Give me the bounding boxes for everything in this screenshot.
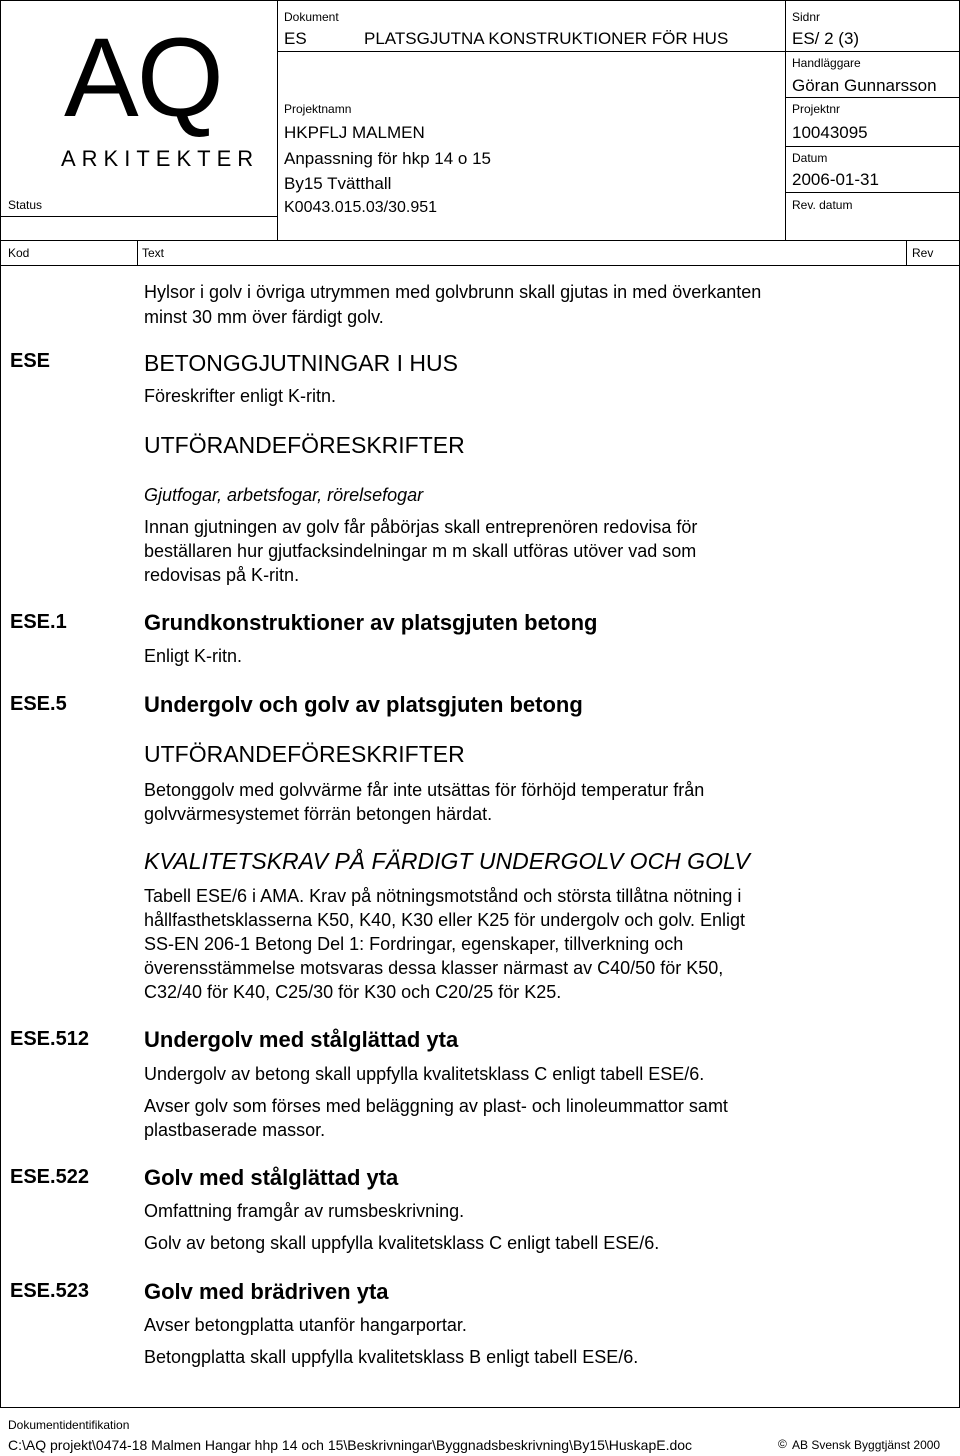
- header-line-status: [0, 216, 277, 217]
- page-bottom-border: [0, 1407, 960, 1408]
- dokument-title: PLATSGJUTNA KONSTRUKTIONER FÖR HUS: [364, 29, 729, 48]
- header-line-dokument: [277, 51, 785, 52]
- column-text: Text: [142, 246, 165, 260]
- dokument-code: ES: [284, 29, 307, 48]
- sidnr-label: Sidnr: [792, 10, 821, 24]
- kvalitetskrav-heading: KVALITETSKRAV PÅ FÄRDIGT UNDERGOLV OCH GOLV: [144, 848, 750, 874]
- ese-523-line-1: Avser betongplatta utanför hangarportar.: [144, 1315, 467, 1335]
- logo-aq: AQ: [64, 15, 222, 140]
- column-kod: Kod: [8, 246, 30, 260]
- section-text-ese-1: Enligt K-ritn.: [144, 646, 243, 666]
- ese-522-line-1: Omfattning framgår av rumsbeskrivning.: [144, 1201, 465, 1221]
- section-title-ese-512: Undergolv med stålglättad yta: [144, 1027, 459, 1052]
- section-code-ese-1: ESE.1: [10, 611, 67, 633]
- header-divider-left: [277, 0, 278, 240]
- kvalitetskrav-line-3: SS-EN 206-1 Betong Del 1: Fordringar, egenskaper, tillverkning och: [144, 934, 684, 954]
- column-rev: Rev: [912, 246, 934, 260]
- header-line-projektnr: [785, 146, 960, 147]
- section-ref-ese: Föreskrifter enligt K-ritn.: [144, 386, 337, 406]
- intro-line-1: Hylsor i golv i övriga utrymmen med golvbrunn skall gjutas in med överkanten: [144, 282, 762, 302]
- header-line-datum: [785, 192, 960, 193]
- kvalitetskrav-line-5: C32/40 för K40, C25/30 för K30 och C20/25 för K25.: [144, 982, 562, 1002]
- section-title-ese-1: Grundkonstruktioner av platsgjuten betong: [144, 610, 598, 635]
- page-left-border: [0, 0, 1, 1408]
- gjutfogar-title: Gjutfogar, arbetsfogar, rörelsefogar: [144, 485, 424, 505]
- revdatum-label: Rev. datum: [792, 198, 853, 212]
- sidnr-value: ES/ 2 (3): [792, 29, 860, 48]
- header-divider-right: [785, 0, 786, 240]
- gjutfogar-line-2: beställaren hur gjutfacksindelningar m m skall utföras utöver vad som: [144, 541, 697, 561]
- column-divider-rev: [906, 240, 907, 265]
- projektnamn-line-4: K0043.015.03/30.951: [284, 199, 438, 216]
- ese-523-line-2: Betongplatta skall uppfylla kvalitetsklass B enligt tabell ESE/6.: [144, 1347, 639, 1367]
- footer-copyright: AB Svensk Byggtjänst 2000: [792, 1438, 941, 1452]
- handlaggare-label: Handläggare: [792, 56, 861, 70]
- footer-copyright-symbol: ©: [778, 1437, 787, 1451]
- column-divider-kod: [137, 240, 138, 265]
- gjutfogar-line-1: Innan gjutningen av golv får påbörjas skall entreprenören redovisa för: [144, 517, 698, 537]
- projektnamn-line-3: By15 Tvätthall: [284, 174, 392, 193]
- dokument-label: Dokument: [284, 10, 339, 24]
- projektnamn-line-2: Anpassning för hkp 14 o 15: [284, 149, 491, 168]
- betonggolv-line-1: Betonggolv med golvvärme får inte utsättas för förhöjd temperatur från: [144, 780, 705, 800]
- section-title-ese-522: Golv med stålglättad yta: [144, 1165, 399, 1190]
- kvalitetskrav-line-4: överensstämmelse motsvaras dessa klasser närmast av C40/50 för K50,: [144, 958, 724, 978]
- logo-arkitekter: ARKITEKTER: [61, 146, 260, 171]
- intro-line-2: minst 30 mm över färdigt golv.: [144, 307, 384, 327]
- section-code-ese-522: ESE.522: [10, 1166, 89, 1188]
- status-label: Status: [8, 198, 43, 212]
- projektnr-label: Projektnr: [792, 102, 841, 116]
- ese-522-line-2: Golv av betong skall uppfylla kvalitetsklass C enligt tabell ESE/6.: [144, 1233, 660, 1253]
- section-title-ese: BETONGGJUTNINGAR I HUS: [144, 350, 458, 376]
- ese-512-line-3: plastbaserade massor.: [144, 1120, 326, 1140]
- section-code-ese-5: ESE.5: [10, 693, 67, 715]
- datum-label: Datum: [792, 151, 828, 165]
- footer-label: Dokumentidentifikation: [8, 1418, 130, 1432]
- header-line-sidnr: [785, 51, 960, 52]
- column-header-bottom: [0, 265, 960, 266]
- ese-512-line-1: Undergolv av betong skall uppfylla kvalitetsklass C enligt tabell ESE/6.: [144, 1064, 705, 1084]
- section-code-ese-512: ESE.512: [10, 1028, 89, 1050]
- footer-path: C:\AQ projekt\0474-18 Malmen Hangar hhp 14 och 15\Beskrivningar\Byggnadsbeskrivning\By15\HuskapE.doc: [8, 1437, 693, 1453]
- betonggolv-line-2: golvvärmesystemet förrän betongen härdat.: [144, 804, 493, 824]
- projektnamn-line-1: HKPFLJ MALMEN: [284, 123, 425, 142]
- ese-512-line-2: Avser golv som förses med beläggning av plast- och linoleummattor samt: [144, 1096, 728, 1116]
- datum-value: 2006-01-31: [792, 170, 879, 189]
- header-line-handlaggare: [785, 97, 960, 98]
- header-top-border: [0, 0, 960, 1]
- kvalitetskrav-line-2: hållfasthetsklasserna K50, K40, K30 eller K25 för undergolv och golv. Enligt: [144, 910, 746, 930]
- header-bottom-border: [0, 240, 960, 241]
- kvalitetskrav-line-1: Tabell ESE/6 i AMA. Krav på nötningsmotstånd och största tillåtna nötning i: [144, 886, 742, 906]
- projektnr-value: 10043095: [792, 123, 868, 142]
- handlaggare-value: Göran Gunnarsson: [792, 76, 937, 95]
- projektnamn-label: Projektnamn: [284, 102, 352, 116]
- section-title-ese-523: Golv med brädriven yta: [144, 1279, 389, 1304]
- section-title-ese-5: Undergolv och golv av platsgjuten betong: [144, 692, 583, 717]
- gjutfogar-line-3: redovisas på K-ritn.: [144, 565, 300, 585]
- utforande-heading-1: UTFÖRANDEFÖRESKRIFTER: [144, 432, 465, 458]
- section-code-ese-523: ESE.523: [10, 1280, 89, 1302]
- section-code-ese: ESE: [10, 350, 51, 372]
- utforande-heading-2: UTFÖRANDEFÖRESKRIFTER: [144, 741, 465, 767]
